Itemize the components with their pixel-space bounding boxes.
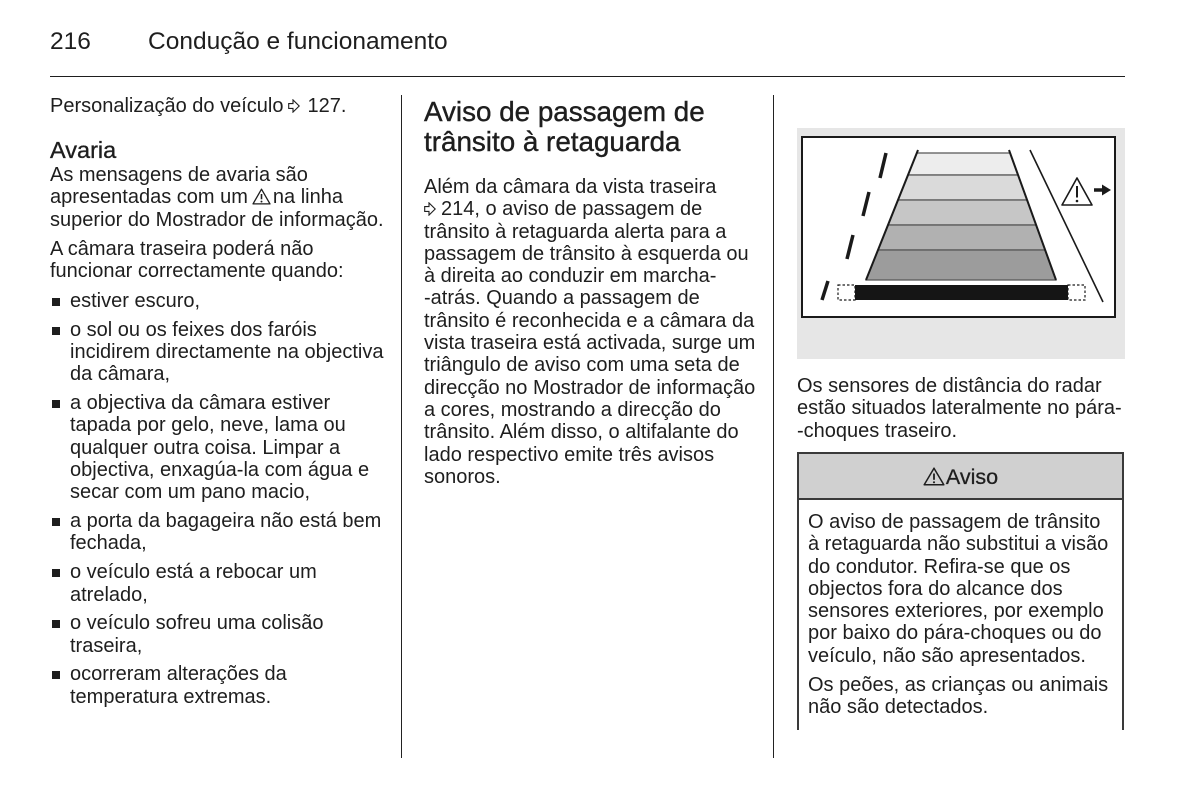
warning-box-header [799,454,1122,500]
fault-message-text-end: na linha superior do Mostrador de informação. [50,186,384,231]
list-item-text: o veículo está a rebocar um atrelado, [70,561,317,606]
column-divider-2 [773,95,774,758]
lane-band-1 [908,153,1018,175]
warning-box [797,452,1124,730]
bullet-icon [52,400,60,408]
warning-paragraph [808,674,1116,719]
middle-column [424,97,766,488]
list-item-text: a objectiva da câmara estiver tapada por gelo, neve, lama ou qualquer outra coisa. Limpar a objectiva, enxagúa-la com água e secar com um pano macio, [70,392,370,504]
reference-text: Personalização do veículo [50,95,284,117]
list-item [50,319,395,386]
personalization-reference [50,95,395,117]
warning-triangle-icon [923,467,945,486]
camera-conditions-text: A câmara traseira poderá não funcionar correctamente quando: [50,237,344,283]
bullet-icon [52,620,60,628]
bullet-icon [52,569,60,577]
warning-triangle-icon [252,188,271,205]
list-item [50,392,395,503]
header-rule [50,76,1125,77]
lane-band-5 [866,250,1056,280]
distance-bar [855,285,1068,300]
page-reference-arrow-icon [424,202,436,216]
list-item [50,663,395,708]
rear-cross-traffic-paragraph [424,176,766,488]
lane-band-3 [888,200,1036,225]
list-item [50,561,395,606]
page-reference-number: 127. [307,95,347,117]
bullet-icon [52,518,60,526]
bullet-icon [52,298,60,306]
warning-box-body [799,500,1122,719]
section-title: Condução e funcionamento [148,27,448,55]
list-item [50,510,395,555]
page-reference-number: 214 [441,198,475,221]
paragraph-body-text: , o aviso de passagem de trânsito à retaguarda alerta para a passagem de trânsito à esquerda ou à direita ao conduzir em marcha- -atrás. Quando a passagem de trânsito é reconhecida e a câmara da vista traseira está activada, surge um triângulo de aviso com uma seta de direcção no Mostrador de informação a cores, mostrando a direcção do trânsito. Além disso, o altifalante do lado respectivo emite três avisos sonoros. [424,198,756,488]
list-item-text: ocorreram alterações da temperatura extremas. [70,663,287,708]
list-item-text: estiver escuro, [70,289,201,312]
warning-paragraph [808,511,1116,667]
list-item [50,612,395,657]
bullet-icon [52,671,60,679]
radar-sensor-caption [797,375,1125,442]
list-item [50,290,395,312]
fault-message-text-start: As mensagens de avaria são apresentadas com um [50,163,308,209]
paragraph-lead-text: Além da câmara da vista traseira [424,175,717,198]
warning-paragraph-text: Os peões, as crianças ou animais não são detectados. [808,673,1109,719]
page-reference-arrow-icon [288,99,300,113]
bullet-icon [52,327,60,335]
camera-conditions-list [50,290,395,708]
rear-view-display-illustration [797,128,1125,359]
warning-paragraph-text: O aviso de passagem de trânsito à retaguarda não substitui a visão do condutor. Refira-se que os objectos fora do alcance dos sensores exteriores, por exemplo por baixo do pára-choques ou do veículo, não são apresentados. [808,511,1109,667]
warning-title [923,465,998,489]
list-item-text: o sol ou os feixes dos faróis incidirem directamente na objectiva da câmara, [70,318,384,386]
section-heading-rear-cross-traffic: Aviso de passagem de trânsito à retaguarda [424,96,705,158]
page-number: 216 [50,27,91,55]
lane-band-2 [898,175,1027,200]
list-item-text: o veículo sofreu uma colisão traseira, [70,612,324,657]
camera-conditions-intro [50,238,395,283]
warning-title-text: Aviso [945,465,999,489]
left-column [50,95,395,708]
fault-message-paragraph [50,164,395,231]
section-heading-avaria: Avaria [50,136,117,163]
caption-text: Os sensores de distância do radar estão situados lateralmente no pára- -choques traseiro. [797,375,1122,442]
column-divider-1 [401,95,402,758]
list-item-text: a porta da bagageira não está bem fechada, [70,510,382,555]
lane-band-4 [878,225,1045,250]
